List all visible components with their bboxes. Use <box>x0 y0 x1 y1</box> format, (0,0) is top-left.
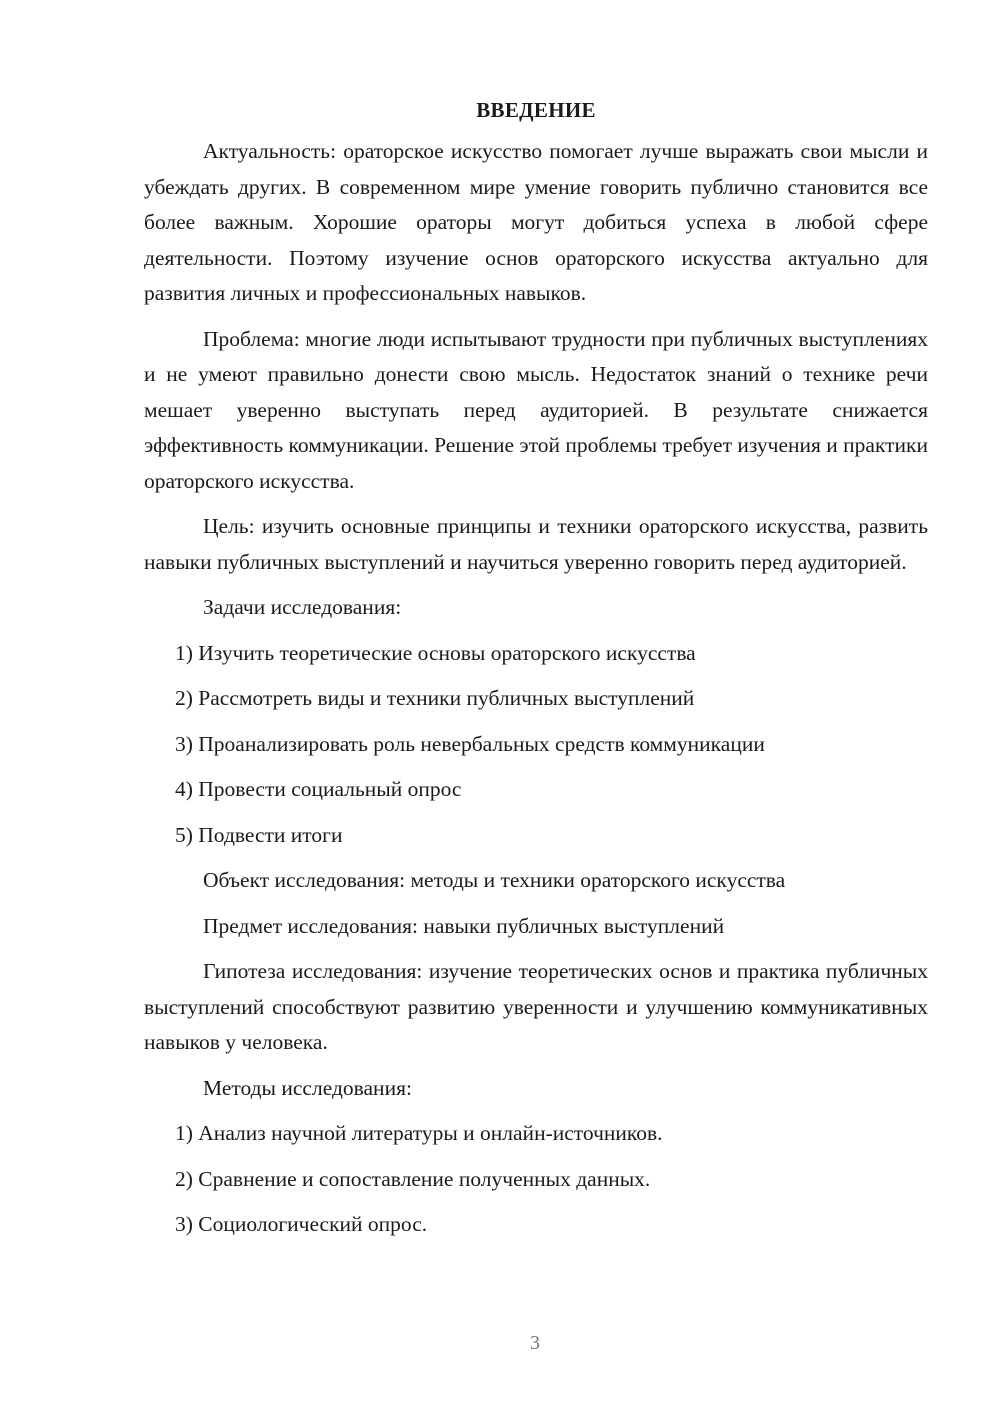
hypothesis-paragraph: Гипотеза исследования: изучение теоретических основ и практика публичных выступлений способствуют развитию уверенности и улучшению коммуникативных навыков у человека. <box>144 959 928 1054</box>
tasks-label: Задачи исследования: <box>203 595 402 619</box>
subject-line: Предмет исследования: навыки публичных выступлений <box>203 913 725 938</box>
task-item: 1) Изучить теоретические основы ораторского искусства <box>175 640 696 665</box>
task-item: 5) Подвести итоги <box>175 822 343 847</box>
tasks-list <box>144 636 928 854</box>
task-item: 3) Проанализировать роль невербальных средств коммуникации <box>175 731 765 756</box>
method-item: 3) Социологический опрос. <box>175 1212 428 1236</box>
object-line: Объект исследования: методы и техники ораторского искусства <box>203 868 786 892</box>
methods-list <box>144 1116 928 1243</box>
page-number: 3 <box>530 1332 540 1354</box>
task-item: 4) Провести социальный опрос <box>175 777 462 801</box>
method-item: 2) Сравнение и сопоставление полученных данных. <box>175 1166 651 1191</box>
page-title: ВВЕДЕНИЕ <box>476 98 596 122</box>
relevance-paragraph: Актуальность: ораторское искусство помогает лучше выражать свои мысли и убеждать других. В современном мире умение говорить публично становится все более важным. Хорошие ораторы могут добиться успеха в любой сфере деятельности. Поэтому изучение основ ораторского искусства актуально для развития личных и профессиональных навыков. <box>144 139 928 305</box>
task-item: 2) Рассмотреть виды и техники публичных выступлений <box>175 686 695 710</box>
problem-paragraph: Проблема: многие люди испытывают трудности при публичных выступлениях и не умеют правильно донести свою мысль. Недостаток знаний о технике речи мешает уверенно выступать перед аудиторией. В результате снижается эффективность коммуникации. Решение этой проблемы требует изучения и практики ораторского искусства. <box>144 326 928 493</box>
goal-paragraph: Цель: изучить основные принципы и техники ораторского искусства, развить навыки публичных выступлений и научиться уверенно говорить перед аудиторией. <box>144 514 928 574</box>
method-item: 1) Анализ научной литературы и онлайн-источников. <box>175 1121 663 1145</box>
document-page <box>144 92 928 1253</box>
methods-label: Методы исследования: <box>203 1075 412 1100</box>
